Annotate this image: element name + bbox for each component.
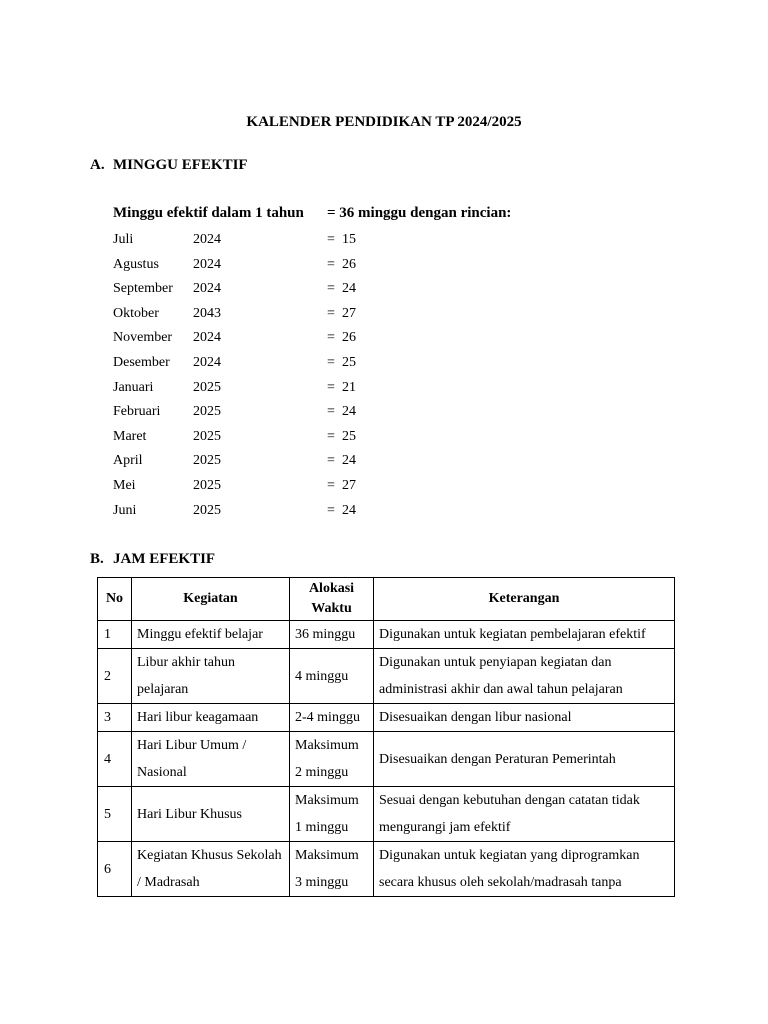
- month-row: [113, 402, 513, 427]
- section-a-letter: A.: [90, 157, 105, 173]
- month-list: [113, 230, 513, 525]
- month-row: [113, 255, 513, 280]
- cell-kegiatan: Minggu efektif belajar: [132, 621, 290, 649]
- month-year: 2025: [193, 477, 221, 493]
- month-row: [113, 279, 513, 304]
- section-b-heading: [90, 551, 215, 568]
- cell-no: 2: [98, 649, 132, 704]
- month-row: [113, 304, 513, 329]
- month-equals: =: [327, 330, 335, 346]
- month-name: Mei: [113, 477, 136, 493]
- month-weeks: 25: [342, 354, 356, 370]
- month-weeks: 21: [342, 379, 356, 395]
- cell-kegiatan: Libur akhir tahun pelajaran: [132, 649, 290, 704]
- cell-no: 1: [98, 621, 132, 649]
- month-name: Februari: [113, 404, 161, 420]
- month-equals: =: [327, 453, 335, 469]
- month-weeks: 15: [342, 232, 356, 247]
- table-body: [98, 621, 675, 897]
- month-year: 2025: [193, 502, 221, 518]
- month-row: [113, 451, 513, 476]
- month-equals: =: [327, 379, 335, 395]
- cell-keterangan: Digunakan untuk kegiatan yang diprogramkan secara khusus oleh sekolah/madrasah tanpa: [374, 842, 675, 897]
- month-name: Juli: [113, 232, 134, 247]
- cell-alokasi: 2-4 minggu: [290, 704, 374, 732]
- cell-alokasi: Maksimum 2 minggu: [290, 732, 374, 787]
- header-keterangan: Keterangan: [374, 578, 675, 621]
- month-year: 2024: [193, 232, 221, 247]
- month-name: Maret: [113, 428, 147, 444]
- month-year: 2025: [193, 453, 221, 469]
- month-year: 2024: [193, 354, 221, 370]
- cell-no: 3: [98, 704, 132, 732]
- month-year: 2025: [193, 404, 221, 420]
- month-name: September: [113, 281, 173, 297]
- cell-keterangan: Sesuai dengan kebutuhan dengan catatan tidak mengurangi jam efektif: [374, 787, 675, 842]
- month-weeks: 24: [342, 453, 356, 469]
- month-year: 2043: [193, 305, 221, 321]
- table-row: [98, 649, 675, 704]
- cell-kegiatan: Hari Libur Umum / Nasional: [132, 732, 290, 787]
- month-weeks: 27: [342, 477, 356, 493]
- cell-kegiatan: Hari Libur Khusus: [132, 787, 290, 842]
- effective-hours-table: [97, 577, 675, 897]
- header-kegiatan: Kegiatan: [132, 578, 290, 621]
- month-equals: =: [327, 354, 335, 370]
- month-row: [113, 427, 513, 452]
- cell-alokasi: 36 minggu: [290, 621, 374, 649]
- month-equals: =: [327, 305, 335, 321]
- month-name: April: [113, 453, 143, 469]
- month-row: [113, 476, 513, 501]
- month-weeks: 26: [342, 330, 356, 346]
- header-no: No: [98, 578, 132, 621]
- month-name: Januari: [113, 379, 154, 395]
- month-equals: =: [327, 232, 335, 247]
- month-row: [113, 378, 513, 403]
- month-equals: =: [327, 477, 335, 493]
- month-year: 2024: [193, 281, 221, 297]
- month-row: [113, 230, 513, 255]
- table-row: [98, 732, 675, 787]
- month-weeks: 24: [342, 502, 356, 518]
- cell-no: 4: [98, 732, 132, 787]
- month-name: Agustus: [113, 256, 159, 272]
- month-weeks: 26: [342, 256, 356, 272]
- table-header-row: [98, 578, 675, 621]
- table-row: [98, 704, 675, 732]
- section-a-title: MINGGU EFEKTIF: [113, 157, 248, 173]
- table-row: [98, 787, 675, 842]
- page-title: KALENDER PENDIDIKAN TP 2024/2025: [246, 114, 522, 130]
- cell-no: 6: [98, 842, 132, 897]
- table-row: [98, 842, 675, 897]
- month-year: 2024: [193, 330, 221, 346]
- cell-keterangan: Digunakan untuk penyiapan kegiatan dan administrasi akhir dan awal tahun pelajaran: [374, 649, 675, 704]
- cell-keterangan: Digunakan untuk kegiatan pembelajaran efektif: [374, 621, 675, 649]
- cell-kegiatan: Hari libur keagamaan: [132, 704, 290, 732]
- month-equals: =: [327, 502, 335, 518]
- cell-kegiatan: Kegiatan Khusus Sekolah / Madrasah: [132, 842, 290, 897]
- month-name: Desember: [113, 354, 170, 370]
- summary-value: = 36 minggu dengan rincian:: [327, 205, 512, 221]
- cell-no: 5: [98, 787, 132, 842]
- cell-alokasi: Maksimum 1 minggu: [290, 787, 374, 842]
- month-name: Juni: [113, 502, 137, 518]
- month-equals: =: [327, 404, 335, 420]
- table-row: [98, 621, 675, 649]
- cell-alokasi: Maksimum 3 minggu: [290, 842, 374, 897]
- section-a-heading: [90, 157, 248, 174]
- month-equals: =: [327, 428, 335, 444]
- month-year: 2025: [193, 379, 221, 395]
- month-name: Oktober: [113, 305, 159, 321]
- month-year: 2024: [193, 256, 221, 272]
- month-name: November: [113, 330, 173, 346]
- month-weeks: 25: [342, 428, 356, 444]
- month-equals: =: [327, 281, 335, 297]
- cell-keterangan: Disesuaikan dengan libur nasional: [374, 704, 675, 732]
- month-weeks: 24: [342, 404, 356, 420]
- cell-alokasi: 4 minggu: [290, 649, 374, 704]
- month-weeks: 27: [342, 305, 356, 321]
- month-weeks: 24: [342, 281, 356, 297]
- section-b-letter: B.: [90, 551, 104, 567]
- month-year: 2025: [193, 428, 221, 444]
- cell-keterangan: Disesuaikan dengan Peraturan Pemerintah: [374, 732, 675, 787]
- summary-label: Minggu efektif dalam 1 tahun: [113, 205, 304, 221]
- header-alokasi: Alokasi Waktu: [290, 578, 374, 621]
- month-row: [113, 501, 513, 526]
- section-b-title: JAM EFEKTIF: [113, 551, 216, 567]
- month-row: [113, 328, 513, 353]
- month-row: [113, 353, 513, 378]
- month-equals: =: [327, 256, 335, 272]
